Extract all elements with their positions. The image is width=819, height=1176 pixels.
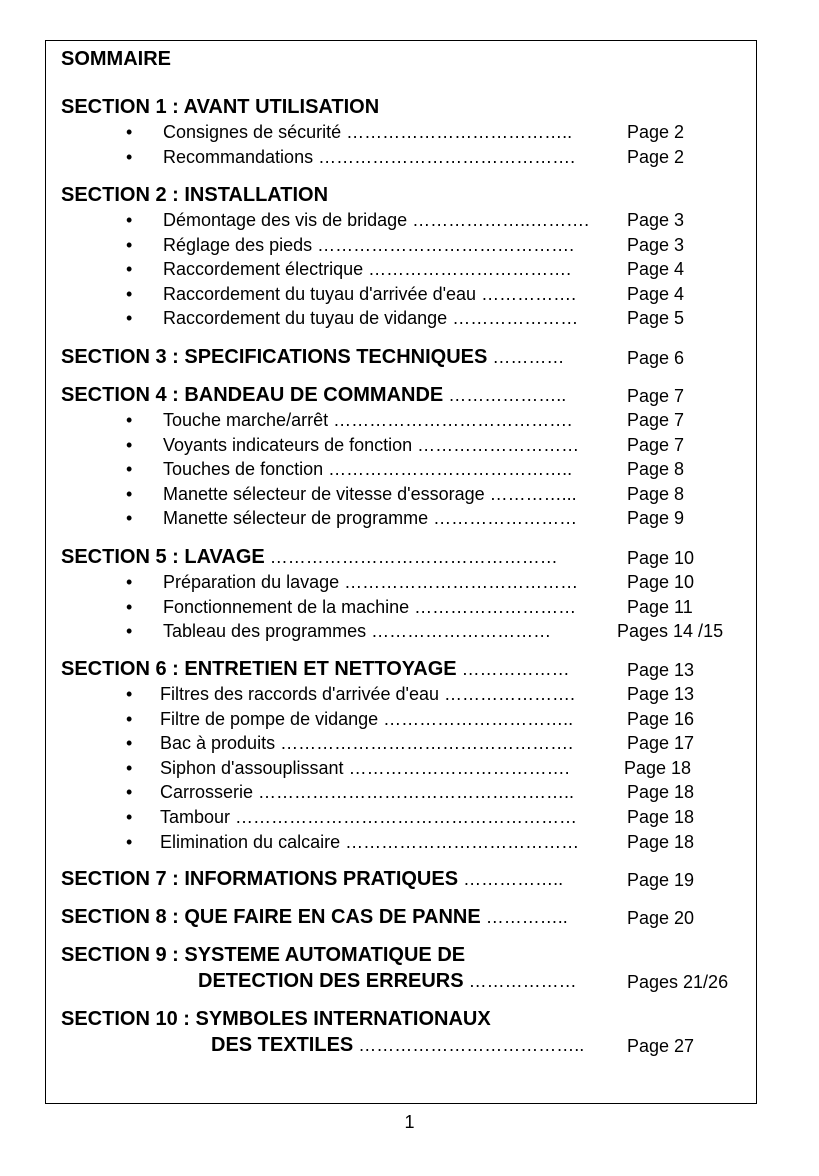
entry-label: Démontage des vis de bridage <box>163 210 408 230</box>
entry-label: Tableau des programmes <box>163 621 367 642</box>
toc-entry <box>163 284 618 305</box>
leader-dots: ………… <box>487 347 565 367</box>
section-title-continued: DES TEXTILES <box>211 1034 354 1056</box>
bullet-icon: • <box>126 831 133 852</box>
entry-page-ref: Page 2 <box>623 122 684 143</box>
bullet-icon: • <box>126 483 133 504</box>
toc-entry <box>163 597 618 618</box>
entry-label: Manette sélecteur de programme <box>163 508 429 529</box>
section-page-ref: Page 13 <box>627 660 695 680</box>
toc-entry <box>163 308 618 329</box>
entry-label: Carrosserie <box>160 782 254 803</box>
entry-page-ref: Page 18 <box>623 832 694 853</box>
leader-dots: ………………………………………… <box>264 547 558 567</box>
section-heading <box>61 184 328 207</box>
toc-entry <box>163 410 618 431</box>
entry-label: Elimination du calcaire <box>160 831 341 852</box>
leader-dots: ………………… <box>447 308 579 329</box>
entry-page-ref: Page 16 <box>623 709 694 730</box>
section-heading-continued <box>198 970 618 993</box>
section-heading <box>61 944 465 967</box>
section-heading <box>61 906 618 929</box>
section-heading-continued <box>211 1034 618 1057</box>
toc-title: SOMMAIRE <box>61 48 171 70</box>
entry-page-ref: Page 5 <box>623 308 684 329</box>
entry-page-ref: Page 10 <box>623 572 694 593</box>
section-title: SECTION 7 : INFORMATIONS PRATIQUES <box>61 868 459 890</box>
toc-entry <box>163 259 618 280</box>
section-title: SECTION 5 : LAVAGE <box>61 546 265 568</box>
leader-dots: ………….. <box>480 907 568 927</box>
toc-entry <box>163 484 618 505</box>
section-title: SECTION 6 : ENTRETIEN ET NETTOYAGE <box>61 658 457 680</box>
leader-dots: ………………………… <box>366 621 552 642</box>
entry-page-ref: Page 3 <box>623 235 684 256</box>
bullet-icon: • <box>126 308 133 329</box>
section-title: SECTION 10 : SYMBOLES INTERNATIONAUX <box>61 1008 491 1030</box>
bullet-icon: • <box>126 708 133 729</box>
toc-entry <box>163 572 618 593</box>
entry-page-ref: Page 8 <box>623 459 684 480</box>
leader-dots: ……………………………. <box>363 259 572 280</box>
bullet-icon: • <box>126 807 133 827</box>
bullet-icon: • <box>126 684 133 704</box>
entry-label: Voyants indicateurs de fonction <box>163 434 413 455</box>
entry-page-ref: Page 17 <box>623 733 694 754</box>
leader-dots: ……………………………………. <box>313 146 576 167</box>
section-page-ref: Page 20 <box>627 908 695 928</box>
toc-entry <box>160 832 618 853</box>
bullet-icon: • <box>126 508 133 529</box>
entry-label: Préparation du lavage <box>163 572 340 592</box>
entry-label: Fonctionnement de la machine <box>163 596 410 617</box>
leader-dots: ………………………………… <box>339 572 579 592</box>
toc-entry <box>160 758 618 779</box>
entry-page-ref: Page 18 <box>623 782 694 803</box>
entry-label: Raccordement électrique <box>163 259 364 280</box>
page-number: 1 <box>404 1112 415 1132</box>
bullet-icon: • <box>126 410 133 430</box>
section-page-ref: Page 10 <box>627 548 695 568</box>
toc-entry <box>160 733 618 754</box>
bullet-icon: • <box>126 572 133 592</box>
entry-label: Manette sélecteur de vitesse d'essorage <box>163 483 485 504</box>
leader-dots: …………... <box>484 483 577 504</box>
section-page-ref: Page 6 <box>627 348 685 368</box>
entry-page-ref: Page 7 <box>623 435 684 456</box>
section-title: SECTION 4 : BANDEAU DE COMMANDE <box>61 384 444 406</box>
entry-label: Tambour <box>160 807 231 827</box>
leader-dots: ………………………….. <box>378 708 574 729</box>
entry-page-ref: Page 7 <box>623 410 684 431</box>
section-heading <box>61 868 618 891</box>
toc-entry <box>160 782 618 803</box>
entry-label: Recommandations <box>163 146 314 167</box>
bullet-icon: • <box>126 621 133 642</box>
section-page-ref: Page 27 <box>627 1036 695 1056</box>
bullet-icon: • <box>126 259 133 280</box>
bullet-icon: • <box>126 596 133 617</box>
section-title: SECTION 8 : QUE FAIRE EN CAS DE PANNE <box>61 906 481 928</box>
toc-entry <box>160 807 618 828</box>
leader-dots: ……………… <box>456 659 570 679</box>
leader-dots: ………………………………. <box>343 757 570 778</box>
toc-entry <box>163 210 618 231</box>
leader-dots: ………………………………… <box>340 831 580 852</box>
toc-entry <box>163 508 618 529</box>
leader-dots: ……………………… <box>409 596 577 617</box>
bullet-icon: • <box>126 434 133 455</box>
entry-label: Siphon d'assouplissant <box>160 757 344 778</box>
leader-dots: ……………………………….. <box>353 1035 585 1055</box>
section-title-continued: DETECTION DES ERREURS <box>198 970 464 992</box>
entry-page-ref: Page 8 <box>623 484 684 505</box>
entry-page-ref: Page 18 <box>620 758 691 779</box>
entry-label: Touche marche/arrêt <box>163 410 329 430</box>
section-heading <box>61 346 618 369</box>
leader-dots: ……………. <box>476 283 577 304</box>
leader-dots: ………………..………. <box>407 210 590 230</box>
entry-label: Consignes de sécurité <box>163 122 342 142</box>
entry-label: Filtres des raccords d'arrivée d'eau <box>160 684 439 704</box>
section-title: SECTION 3 : SPECIFICATIONS TECHNIQUES <box>61 346 488 368</box>
entry-label: Touches de fonction <box>163 459 324 480</box>
section-heading <box>61 384 618 407</box>
toc-entry <box>163 621 618 642</box>
section-heading <box>61 96 379 119</box>
entry-label: Raccordement du tuyau d'arrivée d'eau <box>163 283 477 304</box>
toc-entry <box>163 435 618 456</box>
leader-dots: …………………………………………….. <box>253 782 575 803</box>
toc-entry <box>163 122 618 143</box>
section-page-ref: Page 7 <box>627 386 685 406</box>
bullet-icon: • <box>126 782 133 803</box>
entry-page-ref: Page 9 <box>623 508 684 529</box>
entry-page-ref: Page 13 <box>623 684 694 705</box>
entry-page-ref: Pages 14 /15 <box>613 621 723 642</box>
bullet-icon: • <box>126 122 133 142</box>
leader-dots: ……………………………….. <box>341 122 573 142</box>
entry-label: Réglage des pieds <box>163 234 313 255</box>
section-title: SECTION 2 : INSTALLATION <box>61 184 329 206</box>
toc-entry <box>160 684 618 705</box>
leader-dots: …………………………………………. <box>275 733 574 754</box>
entry-page-ref: Page 4 <box>623 284 684 305</box>
leader-dots: …………………. <box>439 684 576 704</box>
bullet-icon: • <box>126 210 133 230</box>
entry-label: Bac à produits <box>160 733 276 754</box>
section-heading <box>61 658 618 681</box>
leader-dots: …………………… <box>428 508 578 529</box>
section-heading <box>61 546 618 569</box>
bullet-icon: • <box>126 459 133 480</box>
leader-dots: …………………………………. <box>328 410 573 430</box>
toc-entry <box>160 709 618 730</box>
section-heading <box>61 1008 491 1031</box>
bullet-icon: • <box>126 234 133 255</box>
section-title: SECTION 1 : AVANT UTILISATION <box>61 96 380 118</box>
leader-dots: ………………………………………………… <box>230 807 578 827</box>
entry-page-ref: Page 4 <box>623 259 684 280</box>
entry-page-ref: Page 18 <box>623 807 694 828</box>
bullet-icon: • <box>126 283 133 304</box>
leader-dots: ………………………………….. <box>323 459 573 480</box>
section-title: SECTION 9 : SYSTEME AUTOMATIQUE DE <box>61 944 466 966</box>
toc-entry <box>163 147 618 168</box>
toc-entry <box>163 459 618 480</box>
bullet-icon: • <box>126 757 133 778</box>
leader-dots: ……………………………………. <box>312 234 575 255</box>
entry-page-ref: Page 2 <box>623 147 684 168</box>
section-page-ref: Page 19 <box>627 870 695 890</box>
leader-dots: ……………….. <box>443 385 567 405</box>
section-page-ref: Pages 21/26 <box>627 972 729 992</box>
toc-entry <box>163 235 618 256</box>
leader-dots: …………….. <box>458 869 564 889</box>
entry-page-ref: Page 3 <box>623 210 684 231</box>
leader-dots: ……………………… <box>412 434 580 455</box>
entry-label: Filtre de pompe de vidange <box>160 708 379 729</box>
leader-dots: ……………… <box>463 971 577 991</box>
bullet-icon: • <box>126 733 133 754</box>
entry-label: Raccordement du tuyau de vidange <box>163 308 448 329</box>
bullet-icon: • <box>126 146 133 167</box>
entry-page-ref: Page 11 <box>623 597 693 618</box>
